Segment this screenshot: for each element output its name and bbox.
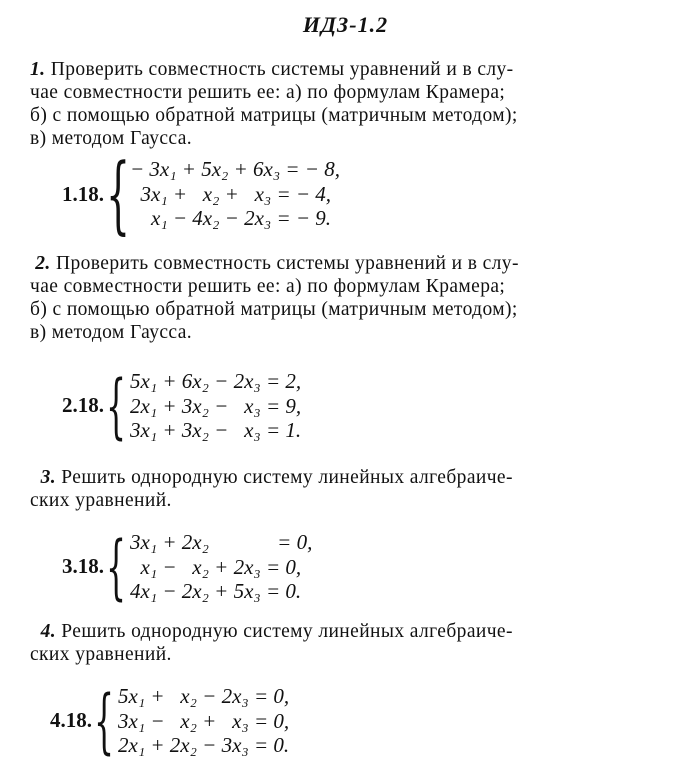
equation: x₁ − 4x₂ − 2x₃ = − 9. bbox=[130, 206, 332, 231]
task-line: б) с помощью обратной матрицы (матричным методом); bbox=[30, 299, 518, 320]
task-number: 3. bbox=[40, 467, 56, 488]
equation: − 3x₁ + 5x₂ + 6x₃ = − 8, bbox=[130, 157, 340, 182]
equation: 2x₁ + 3x₂ − x₃ = 9, bbox=[130, 393, 302, 418]
left-brace: { bbox=[106, 145, 131, 243]
task-2-text bbox=[30, 252, 652, 344]
equation-system-4 bbox=[50, 679, 290, 762]
task-number: 2. bbox=[35, 253, 51, 274]
task-4-text bbox=[30, 620, 652, 666]
task-3-text bbox=[30, 466, 652, 512]
system-label: 2.18. bbox=[62, 393, 104, 418]
task-line: Проверить совместность системы уравнений и в слу- bbox=[50, 59, 514, 80]
page-title: ИДЗ-1.2 bbox=[302, 12, 389, 37]
task-1-text bbox=[30, 58, 652, 150]
equation: x₁ − x₂ + 2x₃ = 0, bbox=[130, 554, 302, 579]
system-label: 3.18. bbox=[62, 554, 104, 579]
task-line: Решить однородную систему линейных алгебраиче- bbox=[61, 621, 513, 642]
task-line: Проверить совместность системы уравнений и в слу- bbox=[56, 253, 519, 274]
equation: 4x₁ − 2x₂ + 5x₃ = 0. bbox=[130, 579, 302, 603]
task-line: в) методом Гаусса. bbox=[30, 128, 193, 149]
equation: 5x₁ + 6x₂ − 2x₃ = 2, bbox=[130, 369, 302, 393]
task-line: ских уравнений. bbox=[30, 490, 172, 511]
equation-system-3 bbox=[62, 525, 313, 608]
task-line: ских уравнений. bbox=[30, 644, 172, 665]
equation: 5x₁ + x₂ − 2x₃ = 0, bbox=[118, 684, 290, 708]
task-line: чае совместности решить ее: а) по формулам Крамера; bbox=[30, 82, 506, 103]
left-brace: { bbox=[94, 679, 115, 762]
task-line: чае совместности решить ее: а) по формулам Крамера; bbox=[30, 276, 506, 297]
equation: 2x₁ + 2x₂ − 3x₃ = 0. bbox=[118, 733, 290, 757]
equation: 3x₁ + x₂ + x₃ = − 4, bbox=[130, 181, 332, 206]
task-line: Решить однородную систему линейных алгебраиче- bbox=[61, 467, 513, 488]
task-line: б) с помощью обратной матрицы (матричным методом); bbox=[30, 105, 518, 126]
task-number: 1. bbox=[30, 59, 46, 80]
task-number: 4. bbox=[40, 621, 56, 642]
task-line: в) методом Гаусса. bbox=[30, 322, 193, 343]
equation: 3x₁ + 2x₂ = 0, bbox=[130, 530, 313, 554]
system-label: 1.18. bbox=[62, 181, 104, 206]
equation-system-1 bbox=[62, 145, 340, 243]
equation: 3x₁ + 3x₂ − x₃ = 1. bbox=[130, 418, 302, 442]
system-label: 4.18. bbox=[50, 708, 92, 733]
left-brace: { bbox=[106, 364, 127, 447]
left-brace: { bbox=[106, 525, 127, 608]
equation: 3x₁ − x₂ + x₃ = 0, bbox=[118, 708, 290, 733]
equation-system-2 bbox=[62, 364, 302, 447]
